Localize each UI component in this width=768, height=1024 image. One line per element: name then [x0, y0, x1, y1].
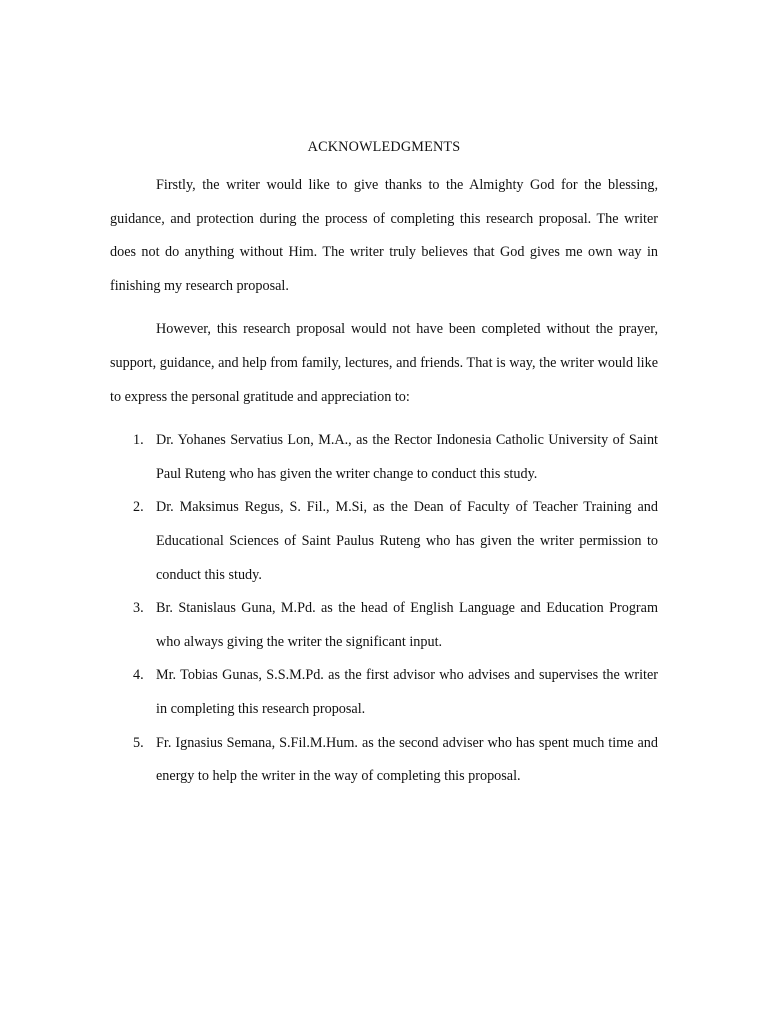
page-title: ACKNOWLEDGMENTS	[307, 139, 461, 155]
list-item-number: 3.	[133, 600, 144, 617]
list-item	[110, 424, 658, 491]
list-item-number: 4.	[133, 667, 144, 684]
paragraph-1: Firstly, the writer would like to give thanks to the Almighty God for the blessing, guidance, and protection during the process of completing this research proposal. The writer does not do anything without Him. The writer truly believes that God gives me own way in finishing my research proposal.	[110, 177, 658, 294]
list-item-text: Mr. Tobias Gunas, S.S.M.Pd. as the first advisor who advises and supervises the writer in completing this research proposal.	[156, 667, 658, 717]
list-item	[110, 592, 658, 659]
list-item-text: Br. Stanislaus Guna, M.Pd. as the head of English Language and Education Program who always giving the writer the significant input.	[156, 600, 658, 650]
acknowledgment-list	[110, 424, 658, 794]
document-page	[110, 137, 658, 794]
paragraph-2: However, this research proposal would not have been completed without the prayer, support, guidance, and help from family, lectures, and friends. That is way, the writer would like to express the personal gratitude and appreciation to:	[110, 321, 658, 405]
list-item-text: Fr. Ignasius Semana, S.Fil.M.Hum. as the second adviser who has spent much time and energy to help the writer in the way of completing this proposal.	[156, 734, 658, 785]
list-item-number: 5.	[133, 734, 144, 751]
list-item-number: 1.	[133, 432, 144, 449]
list-item-text: Dr. Yohanes Servatius Lon, M.A., as the Rector Indonesia Catholic University of Saint Paul Ruteng who has given the writer change to conduct this study.	[156, 432, 658, 482]
list-item-number: 2.	[133, 499, 144, 516]
list-item	[110, 491, 658, 592]
list-item	[110, 659, 658, 726]
list-item-text: Dr. Maksimus Regus, S. Fil., M.Si, as the Dean of Faculty of Teacher Training and Educational Sciences of Saint Paulus Ruteng who has given the writer permission to conduct this study.	[156, 499, 658, 583]
list-item	[110, 727, 658, 794]
